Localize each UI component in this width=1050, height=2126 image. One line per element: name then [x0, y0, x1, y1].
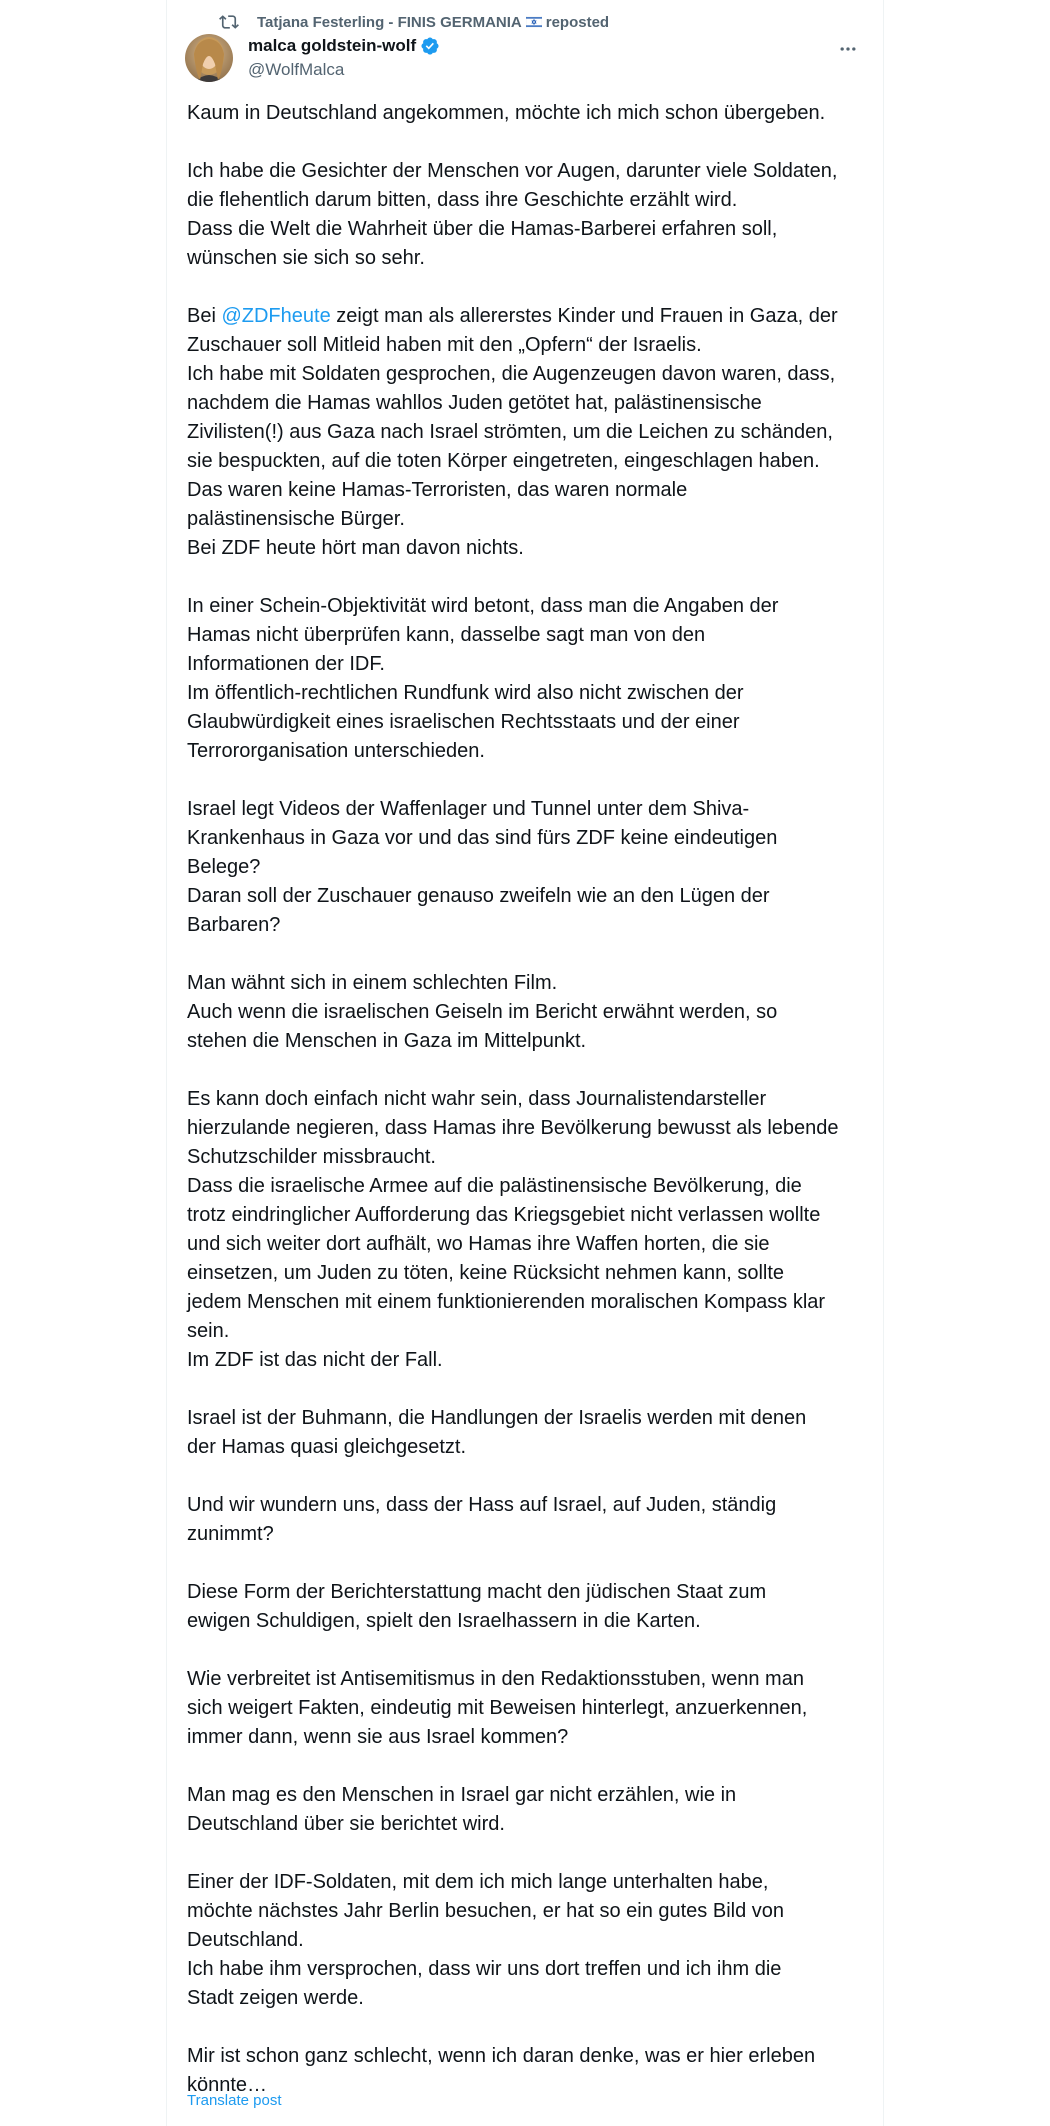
- paragraph: [187, 157, 867, 273]
- text-line: Kaum in Deutschland angekommen, möchte ich mich schon übergeben.: [187, 102, 826, 124]
- paragraph-lines: [187, 331, 867, 563]
- text-line: Auch wenn die israelischen Geiseln im Bericht erwähnt werden, so: [187, 1001, 778, 1023]
- text-line: Dass die israelische Armee auf die palästinensische Bevölkerung, die: [187, 1175, 802, 1197]
- text-line: [187, 302, 867, 331]
- text-line: In einer Schein-Objektivität wird betont, dass man die Angaben der: [187, 595, 779, 617]
- paragraph: [187, 795, 867, 940]
- text-line: Deutschland über sie berichtet wird.: [187, 1813, 505, 1835]
- author-name-row: [248, 35, 440, 57]
- text-line: Man mag es den Menschen in Israel gar nicht erzählen, wie in: [187, 1784, 737, 1806]
- text-line: Ich habe ihm versprochen, dass wir uns dort treffen und ich ihm die: [187, 1958, 782, 1980]
- text-line: trotz eindringlicher Aufforderung das Kriegsgebiet nicht verlassen wollte: [187, 1204, 821, 1226]
- paragraph: [187, 1404, 867, 1462]
- text-line: Israel ist der Buhmann, die Handlungen der Israelis werden mit denen: [187, 1407, 807, 1429]
- text-line: Mir ist schon ganz schlecht, wenn ich daran denke, was er hier erleben: [187, 2045, 816, 2067]
- text-line: Terrororganisation unterschieden.: [187, 740, 485, 762]
- translate-post-link[interactable]: Translate post: [187, 2092, 282, 2109]
- paragraph: [187, 969, 867, 1056]
- paragraph: [187, 1491, 867, 1549]
- text-line: Ich habe mit Soldaten gesprochen, die Augenzeugen davon waren, dass,: [187, 363, 836, 385]
- text-line: Man wähnt sich in einem schlechten Film.: [187, 972, 558, 994]
- repost-header: [219, 12, 609, 32]
- text-line: Im ZDF ist das nicht der Fall.: [187, 1349, 443, 1371]
- text-line: wünschen sie sich so sehr.: [187, 247, 425, 269]
- israel-flag-icon: [526, 16, 542, 28]
- paragraph: [187, 592, 867, 766]
- verified-badge-icon: [420, 36, 440, 56]
- text-line: Zuschauer soll Mitleid haben mit den „Opfern“ der Israelis.: [187, 334, 702, 356]
- avatar[interactable]: [185, 34, 233, 82]
- text-line: einsetzen, um Juden zu töten, keine Rücksicht nehmen kann, sollte: [187, 1262, 785, 1284]
- paragraph: [187, 302, 867, 563]
- text-line: Israel legt Videos der Waffenlager und Tunnel unter dem Shiva-: [187, 798, 750, 820]
- text-line: sein.: [187, 1320, 230, 1342]
- text-line: zunimmt?: [187, 1523, 274, 1545]
- repost-action: reposted: [545, 13, 610, 31]
- paragraph: [187, 1085, 867, 1375]
- text-line: Krankenhaus in Gaza vor und das sind fürs ZDF keine eindeutigen: [187, 827, 778, 849]
- paragraph: [187, 1665, 867, 1752]
- text-line: und sich weiter dort aufhält, wo Hamas ihre Waffen horten, die sie: [187, 1233, 770, 1255]
- text-line: Dass die Welt die Wahrheit über die Hamas-Barberei erfahren soll,: [187, 218, 778, 240]
- author-name[interactable]: malca goldstein-wolf: [248, 36, 417, 55]
- text-line: Es kann doch einfach nicht wahr sein, dass Journalistendarsteller: [187, 1088, 767, 1110]
- text-segment: zeigt man als allererstes Kinder und Frauen in Gaza, der: [330, 305, 838, 327]
- text-line: Daran soll der Zuschauer genauso zweifeln wie an den Lügen der: [187, 885, 770, 907]
- text-line: stehen die Menschen in Gaza im Mittelpunkt.: [187, 1030, 587, 1052]
- text-line: Und wir wundern uns, dass der Hass auf Israel, auf Juden, ständig: [187, 1494, 777, 1516]
- post-text: [187, 99, 867, 2100]
- text-line: Bei ZDF heute hört man davon nichts.: [187, 537, 524, 559]
- text-line: Hamas nicht überprüfen kann, dasselbe sagt man von den: [187, 624, 706, 646]
- text-line: hierzulande negieren, dass Hamas ihre Bevölkerung bewusst als lebende: [187, 1117, 839, 1139]
- text-line: Im öffentlich-rechtlichen Rundfunk wird also nicht zwischen der: [187, 682, 744, 704]
- text-line: Informationen der IDF.: [187, 653, 385, 675]
- author-handle[interactable]: @WolfMalca: [248, 60, 345, 79]
- repost-icon: [219, 12, 239, 32]
- text-line: Ich habe die Gesichter der Menschen vor Augen, darunter viele Soldaten,: [187, 160, 838, 182]
- text-line: Schutzschilder missbraucht.: [187, 1146, 436, 1168]
- text-line: Wie verbreitet ist Antisemitismus in den Redaktionsstuben, wenn man: [187, 1668, 804, 1690]
- text-line: Glaubwürdigkeit eines israelischen Rechtsstaats und der einer: [187, 711, 740, 733]
- text-segment: Bei: [187, 305, 222, 327]
- post-card: [166, 0, 884, 2126]
- text-line: jedem Menschen mit einem funktionierenden moralischen Kompass klar: [187, 1291, 826, 1313]
- text-line: möchte nächstes Jahr Berlin besuchen, er hat so ein gutes Bild von: [187, 1900, 785, 1922]
- text-line: ewigen Schuldigen, spielt den Israelhassern in die Karten.: [187, 1610, 701, 1632]
- paragraph: [187, 1578, 867, 1636]
- text-line: die flehentlich darum bitten, dass ihre Geschichte erzählt wird.: [187, 189, 738, 211]
- paragraph: [187, 99, 867, 128]
- text-line: Belege?: [187, 856, 261, 878]
- text-line: palästinensische Bürger.: [187, 508, 405, 530]
- repost-user[interactable]: Tatjana Festerling - FINIS GERMANIA: [257, 13, 522, 31]
- text-line: der Hamas quasi gleichgesetzt.: [187, 1436, 467, 1458]
- avatar-image: [185, 34, 233, 82]
- paragraph: [187, 2042, 867, 2100]
- text-line: Barbaren?: [187, 914, 281, 936]
- mention-link[interactable]: @ZDFheute: [221, 305, 331, 327]
- text-line: sie bespuckten, auf die toten Körper eingetreten, eingeschlagen haben.: [187, 450, 820, 472]
- more-options-button[interactable]: [833, 34, 863, 64]
- text-line: Einer der IDF-Soldaten, mit dem ich mich lange unterhalten habe,: [187, 1871, 769, 1893]
- text-line: sich weigert Fakten, eindeutig mit Beweisen hinterlegt, anzuerkennen,: [187, 1697, 808, 1719]
- text-line: Diese Form der Berichterstattung macht den jüdischen Staat zum: [187, 1581, 767, 1603]
- paragraph: [187, 1868, 867, 2013]
- text-line: Das waren keine Hamas-Terroristen, das waren normale: [187, 479, 688, 501]
- paragraph: [187, 1781, 867, 1839]
- text-line: Stadt zeigen werde.: [187, 1987, 364, 2009]
- text-line: Zivilisten(!) aus Gaza nach Israel strömten, um die Leichen zu schänden,: [187, 421, 833, 443]
- author-block: [248, 35, 440, 81]
- text-line: nachdem die Hamas wahllos Juden getötet hat, palästinensische: [187, 392, 762, 414]
- text-line: könnte…: [187, 2074, 268, 2096]
- more-dots-icon: [838, 39, 858, 59]
- text-line: immer dann, wenn sie aus Israel kommen?: [187, 1726, 569, 1748]
- text-line: Deutschland.: [187, 1929, 304, 1951]
